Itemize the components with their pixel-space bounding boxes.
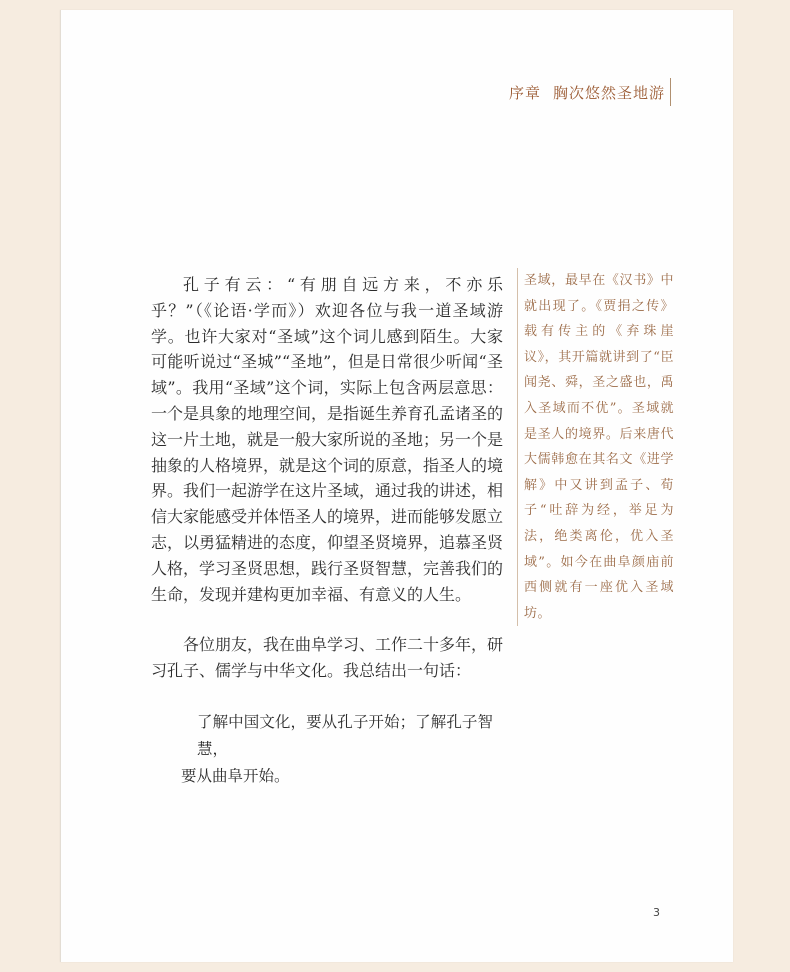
quote-line-1: 了解中国文化，要从孔子开始；了解孔子智慧，	[197, 712, 493, 758]
chapter-label: 序章	[508, 84, 541, 102]
quote-block	[151, 709, 503, 790]
margin-note: 圣域，最早在《汉书》中就出现了。《贾捐之传》载有传主的《弃珠崖议》，其开篇就讲到了“臣闻尧、舜，圣之盛也，禹入圣域而不优”。圣域就是圣人的境界。后来唐代大儒韩愈在其名文《进学解》中又讲到孟子、荀子“吐辞为经，举足为法，绝类离伦，优入圣域”。如今在曲阜颜庙前西侧就有一座优入圣域坊。	[517, 268, 674, 626]
quote-line-2: 要从曲阜开始。	[181, 766, 290, 785]
header-divider	[670, 78, 671, 106]
running-header	[509, 82, 665, 103]
page-number: 3	[653, 906, 660, 919]
book-page	[60, 10, 733, 962]
paragraph-2: 各位朋友，我在曲阜学习、工作二十多年，研习孔子、儒学与中华文化。我总结出一句话：	[151, 635, 504, 681]
main-text	[151, 272, 503, 790]
paragraph-1: 孔子有云：“有朋自远方来，不亦乐乎？”（《论语·学而》）欢迎各位与我一道圣域游学。也许大家对“圣域”这个词儿感到陌生。大家可能听说过“圣城”“圣地”，但是日常很少听闻“圣域”。我用“圣域”这个词，实际上包含两层意思：一个是具象的地理空间，是指诞生养育孔孟诸圣的这一片土地，就是一般大家所说的圣地；另一个是抽象的人格境界，就是这个词的原意，指圣人的境界。我们一起游学在这片圣域，通过我的讲述，相信大家能感受并体悟圣人的境界，进而能够发愿立志，以勇猛精进的态度，仰望圣贤境界，追慕圣贤人格，学习圣贤思想，践行圣贤智慧，完善我们的生命，发现并建构更加幸福、有意义的人生。	[151, 275, 504, 604]
chapter-title: 胸次悠然圣地游	[552, 84, 665, 102]
